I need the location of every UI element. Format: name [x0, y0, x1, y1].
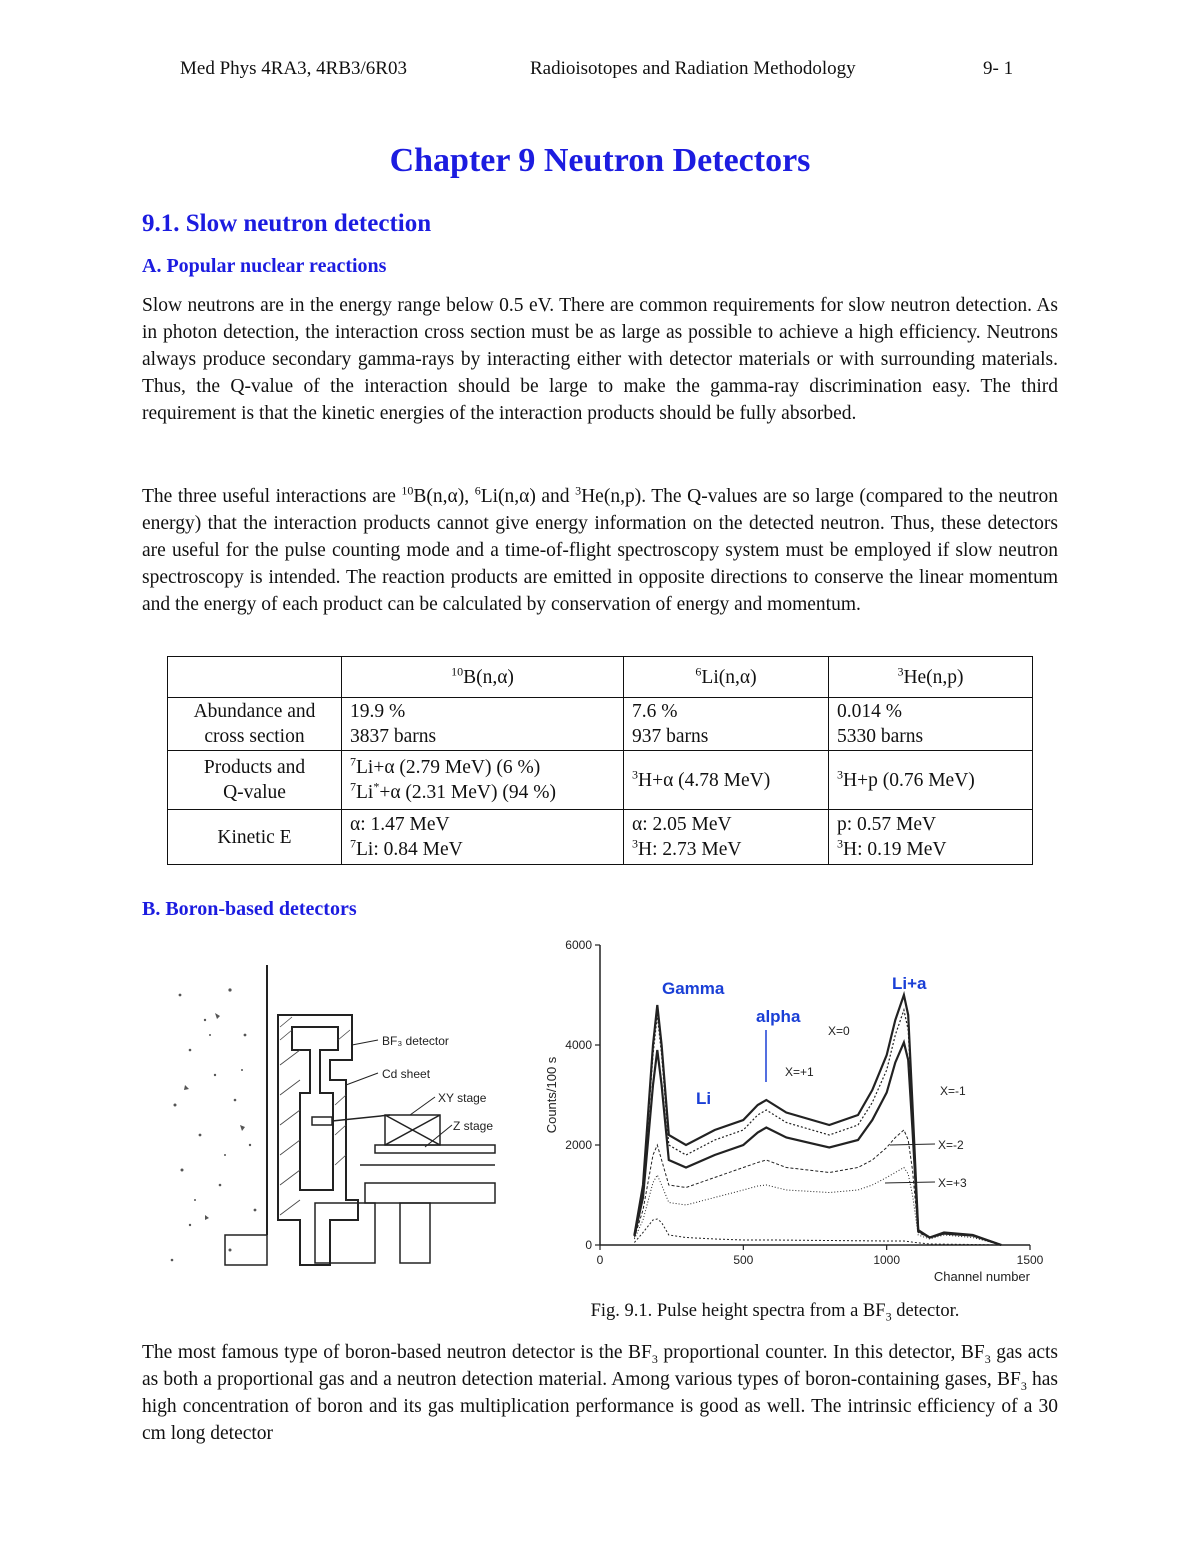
bf3-detector-schematic: [160, 965, 500, 1275]
x-tick-label: 1500: [1016, 1253, 1044, 1267]
shield-hatch: [280, 1017, 350, 1215]
row-head-kinetic: Kinetic E: [168, 810, 342, 865]
figure-caption: Fig. 9.1. Pulse height spectra from a $BF_3$ detector.: [590, 1301, 960, 1324]
label-bf3-detector: BF₃ detector: [382, 1034, 449, 1048]
leader-x-plus-3: [885, 1182, 935, 1183]
header-course: Med Phys 4RA3, 4RB3/6R03: [180, 58, 407, 79]
x-axis-label: Channel number: [933, 1269, 1030, 1284]
annotation-x0: X=0: [828, 1024, 850, 1038]
y-tick-label: 6000: [565, 938, 592, 952]
section-heading-9-1: 9.1. Slow neutron detection: [142, 210, 432, 237]
col-head-lithium: $^6$Li(n,α): [624, 657, 829, 698]
table-row: [168, 751, 1033, 810]
label-xy-stage: XY stage: [438, 1091, 487, 1105]
shield-housing: [278, 1015, 358, 1265]
table-row: [168, 698, 1033, 751]
annotation-lia: Li+a: [892, 974, 927, 993]
paragraph-bf3-counter: The most famous type of boron-based neutron detector is the $BF_3$ proportional counter. In this detector, $BF_3$ gas acts as both a proportional gas and a neutron detection material. Among various types of boron-containing gases, $BF_3$ has high concentration of boron and its gas multiplication performance is good as well. The intrinsic efficiency of a 30 cm long detector: [142, 1342, 1059, 1444]
chart-axes: [544, 938, 1044, 1284]
detector-tube: [312, 1115, 390, 1125]
annotation-gamma: Gamma: [662, 979, 725, 998]
header-subject: Radioisotopes and Radiation Methodology: [530, 58, 856, 79]
subsection-heading-a: A. Popular nuclear reactions: [142, 255, 387, 277]
paragraph-slow-neutron-requirements: Slow neutrons are in the energy range below 0.5 eV. There are common requirements for slow neutron detection. As in photon detection, the interaction cross section must be as large as possible to achieve a high efficiency. Neutrons always produce secondary gamma-rays by interacting either with detector materials or with surrounding materials. Thus, the Q-value of the interaction should be large to make the gamma-ray discrimination easy. The third requirement is that the kinetic energies of the interaction products should be fully absorbed.: [142, 295, 1058, 424]
table-header-row: [168, 657, 1033, 698]
annotation-x2: X=-2: [938, 1138, 964, 1152]
annotation-alpha: alpha: [756, 1007, 801, 1026]
y-tick-label: 2000: [565, 1138, 592, 1152]
y-tick-label: 0: [585, 1238, 592, 1252]
cell-helium-products: $^3$H+p (0.76 MeV): [829, 751, 1033, 810]
label-cd-sheet: Cd sheet: [382, 1067, 431, 1081]
pulse-height-spectrum-chart: [540, 930, 1044, 1288]
col-head-boron: $^{10}$B(n,α): [342, 657, 624, 698]
y-tick-label: 4000: [565, 1038, 592, 1052]
cell-lithium-kinetic: α: 2.05 MeV $^3$H: 2.73 MeV: [624, 810, 829, 865]
series-line-X1: [634, 1010, 1001, 1245]
annotation-x1: X=+1: [785, 1065, 814, 1079]
cell-lithium-abundance: 7.6 % 937 barns: [624, 698, 829, 751]
table-corner-cell: [168, 657, 342, 698]
row-head-abundance: Abundance and cross section: [168, 698, 342, 751]
concrete-wall: [171, 965, 267, 1261]
annotation-x1: X=-1: [940, 1084, 966, 1098]
cell-boron-kinetic: α: 1.47 MeV $^7$Li: 0.84 MeV: [342, 810, 624, 865]
row-head-products: Products and Q-value: [168, 751, 342, 810]
cell-boron-abundance: 19.9 % 3837 barns: [342, 698, 624, 751]
table-row: [168, 810, 1033, 865]
cell-boron-products: $^7$Li+α (2.79 MeV) (6 %) $^7$Li*+α (2.31 MeV) (94 %): [342, 751, 624, 810]
annotation-li: Li: [696, 1089, 712, 1108]
x-tick-label: 1000: [873, 1253, 901, 1267]
header-page-number: 9- 1: [983, 58, 1014, 79]
series-line-X0: [634, 995, 1001, 1245]
y-axis-label: Counts/100 s: [544, 1056, 559, 1134]
leader-x-minus-2: [890, 1144, 935, 1145]
cell-helium-abundance: 0.014 % 5330 barns: [829, 698, 1033, 751]
x-tick-label: 500: [733, 1253, 754, 1267]
annotation-x3: X=+3: [938, 1176, 967, 1190]
chapter-title: Chapter 9 Neutron Detectors: [389, 142, 811, 179]
stage-assembly: [315, 1115, 495, 1263]
label-z-stage: Z stage: [453, 1119, 494, 1133]
cell-helium-kinetic: p: 0.57 MeV $^3$H: 0.19 MeV: [829, 810, 1033, 865]
chart-series-group: [634, 995, 1001, 1245]
col-head-helium: $^3$He(n,p): [829, 657, 1033, 698]
subsection-heading-b: B. Boron-based detectors: [142, 898, 357, 920]
x-tick-label: 0: [596, 1253, 604, 1267]
reaction-table: [167, 656, 1033, 865]
cell-lithium-products: $^3$H+α (4.78 MeV): [624, 751, 829, 810]
leader-lines: [346, 1040, 452, 1147]
paragraph-useful-interactions: The three useful interactions are $^{10}$B(n,α), $^6$Li(n,α) and $^3$He(n,p). The Q-values are so large (compared to the neutron energy) that the interaction products cannot give energy information on the detected neutron. Thus, these detectors are useful for the pulse counting mode and a time-of-flight spectroscopy system must be employed if slow neutron spectroscopy is intended. The reaction products are emitted in opposite directions to conserve the linear momentum and the energy of each product can be calculated by conservation of energy and momentum.: [142, 483, 1058, 615]
